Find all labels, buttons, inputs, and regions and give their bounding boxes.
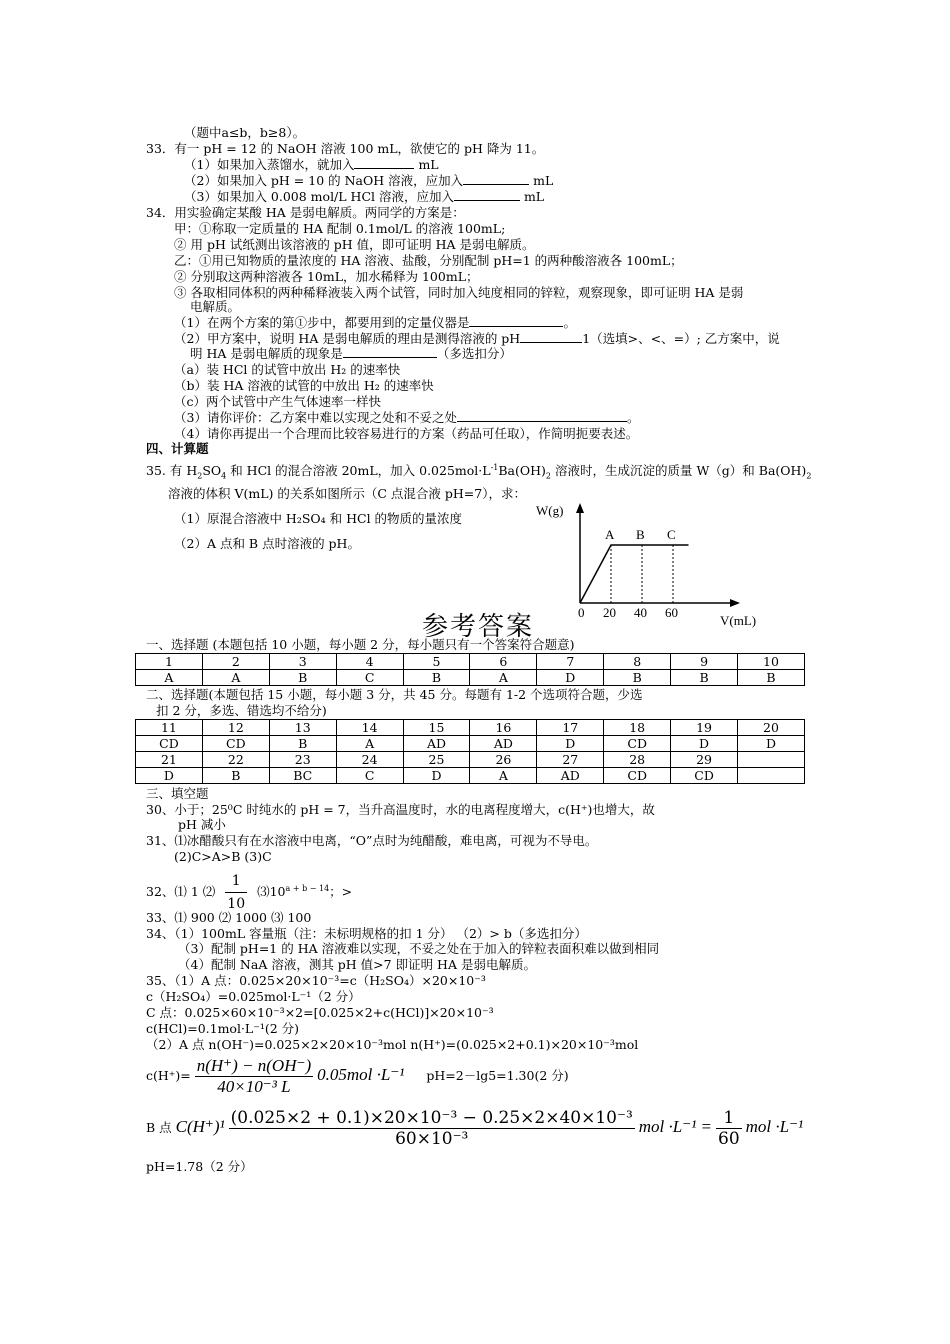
answer-cell: BC <box>269 768 336 784</box>
y-axis-arrow <box>576 503 584 513</box>
q34-sub3-text: （3）请你评价：乙方案中难以实现之处和不妥之处 <box>174 410 457 425</box>
fraction-numerator: 1 <box>225 870 247 893</box>
q33-blank-2[interactable] <box>463 173 529 185</box>
answer-35-line5: （2）A 点 n(OH⁻)=0.025×2×20×10⁻³mol n(H⁺)=(0.025×2+0.1)×20×10⁻³mol <box>146 1037 639 1052</box>
answer-cell: CD <box>202 736 269 752</box>
q34-plan-a2: ② 用 pH 试纸测出该溶液的 pH 值，即可证明 HA 是弱电解质。 <box>174 237 535 252</box>
answer-cell: B <box>604 670 671 686</box>
q35-stem-line1: 35. 有 $H_2SO_4$ 和 HCl 的混合溶液 20mL，加入 $0.025mol\cdot L^{-1}Ba(OH)_2$ 溶液时，生成沉淀的质量 W（g）和 $Ba(OH)_2$ <box>146 463 812 481</box>
q33-blank-3[interactable] <box>454 189 520 201</box>
fraction-c-tail: mol ·L⁻¹ <box>745 1117 804 1136</box>
question-number-cell: 27 <box>537 752 604 768</box>
question-number-cell: 11 <box>136 720 203 736</box>
table-row <box>136 720 805 736</box>
b-point-label: B 点 <box>146 1120 172 1135</box>
q34-plan-b1: 乙：①用已知物质的量浓度的 HA 溶液、盐酸，分别配制 pH=1 的两种酸溶液各 100mL； <box>174 253 683 268</box>
answer-cell: D <box>136 768 203 784</box>
answer-cell: D <box>671 736 738 752</box>
answer-34-3: （3）配制 pH=1 的 HA 溶液难以实现，不妥之处在于加入的锌粒表面积难以做到相同 <box>178 941 660 956</box>
answer-35-ph-b: pH=1.78（2 分） <box>146 1159 253 1174</box>
table-row <box>136 768 805 784</box>
q33-stem: 33．有一 pH = 12 的 NaOH 溶液 100 mL，欲使它的 pH 降为 11。 <box>146 141 545 156</box>
question-number-cell: 14 <box>336 720 403 736</box>
answer-table-1 <box>135 653 805 686</box>
point-label: C <box>667 527 676 542</box>
x-axis-arrow <box>730 599 740 607</box>
q34-plan-b3-cont: 电解质。 <box>190 299 241 314</box>
answer-cell: D <box>738 736 805 752</box>
q34-sub2-note: （多选扣分） <box>436 346 512 361</box>
q33-part1 <box>184 157 439 172</box>
fraction-denominator: 60 <box>718 1129 740 1149</box>
q33-part3-unit: mL <box>519 189 545 204</box>
q35-l1a: 35. 有 H <box>146 463 198 479</box>
question-number-cell <box>738 752 805 768</box>
section-4-heading: 四、计算题 <box>146 441 209 456</box>
answer-35-line3: C 点：0.025×60×10⁻³×2=[0.025×2+c(HCl)]×20×10⁻³ <box>146 1005 494 1020</box>
answer-30: 30、小于；25⁰C 时纯水的 pH = 7，当升高温度时，水的电离程度增大，c(H⁺)也增大，故 <box>146 802 655 817</box>
question-number-cell: 13 <box>269 720 336 736</box>
fraction-a-tail: 0.05mol ·L⁻¹ <box>317 1065 405 1084</box>
x-axis-label: V(mL) <box>720 613 757 628</box>
answers-title: 参考答案 <box>422 612 535 642</box>
x-tick-label: 40 <box>634 605 647 620</box>
q35-l1d: Ba(OH) <box>498 463 546 479</box>
q34-blank-1[interactable] <box>469 315 563 327</box>
q33-part2 <box>184 173 553 188</box>
answer-35-point-a <box>146 1056 569 1097</box>
question-number-cell: 5 <box>403 654 470 670</box>
answer-cell: A <box>336 736 403 752</box>
q35-part2: （2）A 点和 B 点时溶液的 pH。 <box>174 536 360 551</box>
question-number-cell: 10 <box>738 654 805 670</box>
q34-sub2-mid: 1（选填>、<、=）; 乙方案中，说 <box>582 331 780 346</box>
fraction-b <box>229 1108 635 1149</box>
q34-sub2 <box>174 331 780 346</box>
q34-sub1-end: 。 <box>563 315 576 330</box>
answer-cell: B <box>671 670 738 686</box>
answer-cell: A <box>470 768 537 784</box>
question-number-cell: 25 <box>403 752 470 768</box>
answer-cell: C <box>336 768 403 784</box>
question-number-cell: 29 <box>671 752 738 768</box>
q34-sub3-end: 。 <box>626 410 640 425</box>
question-number-cell: 7 <box>537 654 604 670</box>
fraction-denominator: 60×10⁻³ <box>395 1129 469 1149</box>
precipitate-chart <box>530 495 760 635</box>
question-number-cell: 2 <box>202 654 269 670</box>
q33-part1-unit: mL <box>414 157 439 172</box>
answer-cell: B <box>403 670 470 686</box>
question-number-cell: 23 <box>269 752 336 768</box>
q32-tail: （题中a≤b，b≥8）。 <box>184 125 306 140</box>
answer-cell <box>738 768 805 784</box>
q34-plan-a1: 甲：①称取一定质量的 HA 配制 0.1mol/L 的溶液 100mL; <box>174 221 506 236</box>
answer-cell: B <box>202 768 269 784</box>
question-number-cell: 8 <box>604 654 671 670</box>
question-number-cell: 3 <box>269 654 336 670</box>
q35-l1e: 溶液时，生成沉淀的质量 W（g）和 Ba(OH) <box>551 463 807 479</box>
q33-part3 <box>184 189 544 204</box>
answer-34-4: （4）配制 NaA 溶液，测其 pH 值>7 即证明 HA 是弱电解质。 <box>178 957 536 972</box>
fraction-a <box>195 1056 313 1097</box>
q35-part1: （1）原混合溶液中 H₂SO₄ 和 HCl 的物质的量浓度 <box>174 511 463 526</box>
question-number-cell: 16 <box>470 720 537 736</box>
y-axis-label: W(g) <box>536 503 564 518</box>
q34-option-a: （a）装 HCl 的试管中放出 H₂ 的速率快 <box>174 362 401 377</box>
question-number-cell: 28 <box>604 752 671 768</box>
question-number-cell: 21 <box>136 752 203 768</box>
point-label: A <box>605 527 615 542</box>
q34-sub1 <box>174 315 576 330</box>
question-number-cell: 4 <box>336 654 403 670</box>
answer-cell: D <box>537 670 604 686</box>
answer-33: 33、⑴ 900 ⑵ 1000 ⑶ 100 <box>146 910 312 925</box>
question-number-cell: 12 <box>202 720 269 736</box>
answer-cell: D <box>537 736 604 752</box>
x-tick-label: 20 <box>603 605 616 620</box>
answer-cell: CD <box>604 736 671 752</box>
question-number-cell: 9 <box>671 654 738 670</box>
answer-cell: A <box>136 670 203 686</box>
answer-32-exponent: a + b − 14 <box>285 883 330 893</box>
fraction-b-tail: mol ·L⁻¹ = <box>638 1117 713 1136</box>
question-number-cell: 6 <box>470 654 537 670</box>
q34-sub2-cont-text: 明 HA 是弱电解质的现象是 <box>190 346 343 361</box>
answer-35-line4: c(HCl)=0.1mol·L⁻¹(2 分) <box>146 1021 300 1036</box>
section-2-heading-cont: 扣 2 分，多选、错选均不给分) <box>156 703 327 718</box>
answer-cell: D <box>403 768 470 784</box>
answer-cell: B <box>269 670 336 686</box>
answer-32 <box>146 870 352 915</box>
table-row <box>136 752 805 768</box>
question-number-cell: 1 <box>136 654 203 670</box>
answer-31: 31、⑴冰醋酸只有在水溶液中电离，“O”点时为纯醋酸，难电离，可视为不导电。 <box>146 833 598 848</box>
q33-part2-unit: mL <box>529 173 554 188</box>
section-1-heading: 一、选择题 (本题包括 10 小题，每小题 2 分，每小题只有一个答案符合题意) <box>146 637 575 652</box>
question-number-cell: 20 <box>738 720 805 736</box>
fraction-denominator: 10 <box>227 896 246 912</box>
question-number-cell: 24 <box>336 752 403 768</box>
q34-option-c: （c）两个试管中产生气体速率一样快 <box>174 394 382 409</box>
answer-cell: CD <box>671 768 738 784</box>
answer-cell: A <box>470 670 537 686</box>
answer-cell: AD <box>403 736 470 752</box>
origin-label: 0 <box>578 605 585 620</box>
answer-table-2 <box>135 719 805 784</box>
fraction-numerator: 1 <box>716 1108 742 1129</box>
answer-35-line2: c（H₂SO₄）=0.025mol·L⁻¹（2 分） <box>146 989 361 1004</box>
table-row <box>136 654 805 670</box>
q34-stem: 34．用实验确定某酸 HA 是弱电解质。两同学的方案是： <box>146 205 465 220</box>
answer-32-p1: 32、⑴ 1 ⑵ <box>146 884 216 899</box>
table-row <box>136 670 805 686</box>
q34-option-b: （b）装 HA 溶液的试管的中放出 H₂ 的速率快 <box>174 378 434 393</box>
question-number-cell: 15 <box>403 720 470 736</box>
answer-cell: AD <box>537 768 604 784</box>
q34-blank-4[interactable] <box>457 410 627 422</box>
q34-plan-b3: ③ 各取相同体积的两种稀释液装入两个试管，同时加入纯度相同的锌粒，观察现象，即可证明 HA 是弱 <box>174 285 744 300</box>
q33-part2-text: （2）如果加入 pH = 10 的 NaOH 溶液，应加入 <box>184 173 464 188</box>
q35-stem-line2: 溶液的体积 V(mL) 的关系如图所示（C 点混合液 pH=7），求： <box>168 486 526 501</box>
q35-l1c: 和 HCl 的混合溶液 20mL，加入 0.025mol·L <box>226 463 491 479</box>
b-ch-symbol: C(H⁺)¹ <box>175 1117 225 1136</box>
answer-cell: CD <box>604 768 671 784</box>
answer-cell: AD <box>470 736 537 752</box>
q34-blank-3[interactable] <box>343 346 437 358</box>
q34-sub4: （4）请你再提出一个合理而比较容易进行的方案（药品可任取），作简明扼要表述。 <box>174 426 639 441</box>
fraction-denominator: 40×10⁻³ L <box>217 1077 291 1096</box>
answer-32-p4: ；> <box>329 884 353 899</box>
answer-cell: A <box>202 670 269 686</box>
answer-35-line1: 35、（1）A 点：0.025×20×10⁻³=c（H₂SO₄）×20×10⁻³ <box>146 973 486 988</box>
answer-31-cont: (2)C>A>B (3)C <box>174 849 272 864</box>
table-row <box>136 736 805 752</box>
question-number-cell: 22 <box>202 752 269 768</box>
section-3-heading: 三、填空题 <box>146 786 209 801</box>
answer-cell: C <box>336 670 403 686</box>
q33-blank-1[interactable] <box>354 157 414 169</box>
q33-part3-text: （3）如果加入 0.008 mol/L HCl 溶液，应加入 <box>184 189 454 204</box>
q34-sub3 <box>174 410 639 425</box>
cH-label: c(H⁺)= <box>146 1068 191 1083</box>
question-number-cell: 18 <box>604 720 671 736</box>
q34-blank-2[interactable] <box>520 331 582 343</box>
q34-sub1-text: （1）在两个方案的第①步中，都要用到的定量仪器是 <box>174 315 470 330</box>
x-tick-label: 60 <box>665 605 678 620</box>
answer-cell: CD <box>136 736 203 752</box>
fraction-numerator: (0.025×2 + 0.1)×20×10⁻³ − 0.25×2×40×10⁻³ <box>230 1108 633 1128</box>
point-label: B <box>636 527 645 542</box>
answer-cell: B <box>269 736 336 752</box>
ph-a-result: pH=2－lg5=1.30(2 分) <box>426 1068 569 1083</box>
question-number-cell: 19 <box>671 720 738 736</box>
q33-part1-text: （1）如果加入蒸馏水，就加入 <box>184 157 355 172</box>
answer-34: 34、（1）100mL 容量瓶（注：未标明规格的扣 1 分） （2）> b（多选扣分） <box>146 926 587 941</box>
fraction-numerator: n(H⁺) − n(OH⁻) <box>196 1056 312 1075</box>
q34-sub2-text: （2）甲方案中，说明 HA 是弱电解质的理由是测得溶液的 pH <box>174 331 521 346</box>
question-number-cell: 17 <box>537 720 604 736</box>
series-line <box>580 545 689 603</box>
fraction-c <box>716 1108 742 1149</box>
answer-30-cont: pH 减小 <box>178 817 226 832</box>
answer-cell: B <box>738 670 805 686</box>
q34-sub2-cont <box>190 346 512 361</box>
section-2-heading: 二、选择题(本题包括 15 小题，每小题 3 分，共 45 分。每题有 1-2 个选项符合题，少选 <box>146 687 643 702</box>
answer-32-p3: ⑶10 <box>257 884 286 899</box>
q35-l1b: SO <box>202 463 222 479</box>
answer-32-fraction <box>225 870 247 915</box>
question-number-cell: 26 <box>470 752 537 768</box>
q34-plan-b2: ② 分别取这两种溶液各 10mL，加水稀释为 100mL； <box>174 269 479 284</box>
answer-35-point-b <box>146 1108 803 1149</box>
